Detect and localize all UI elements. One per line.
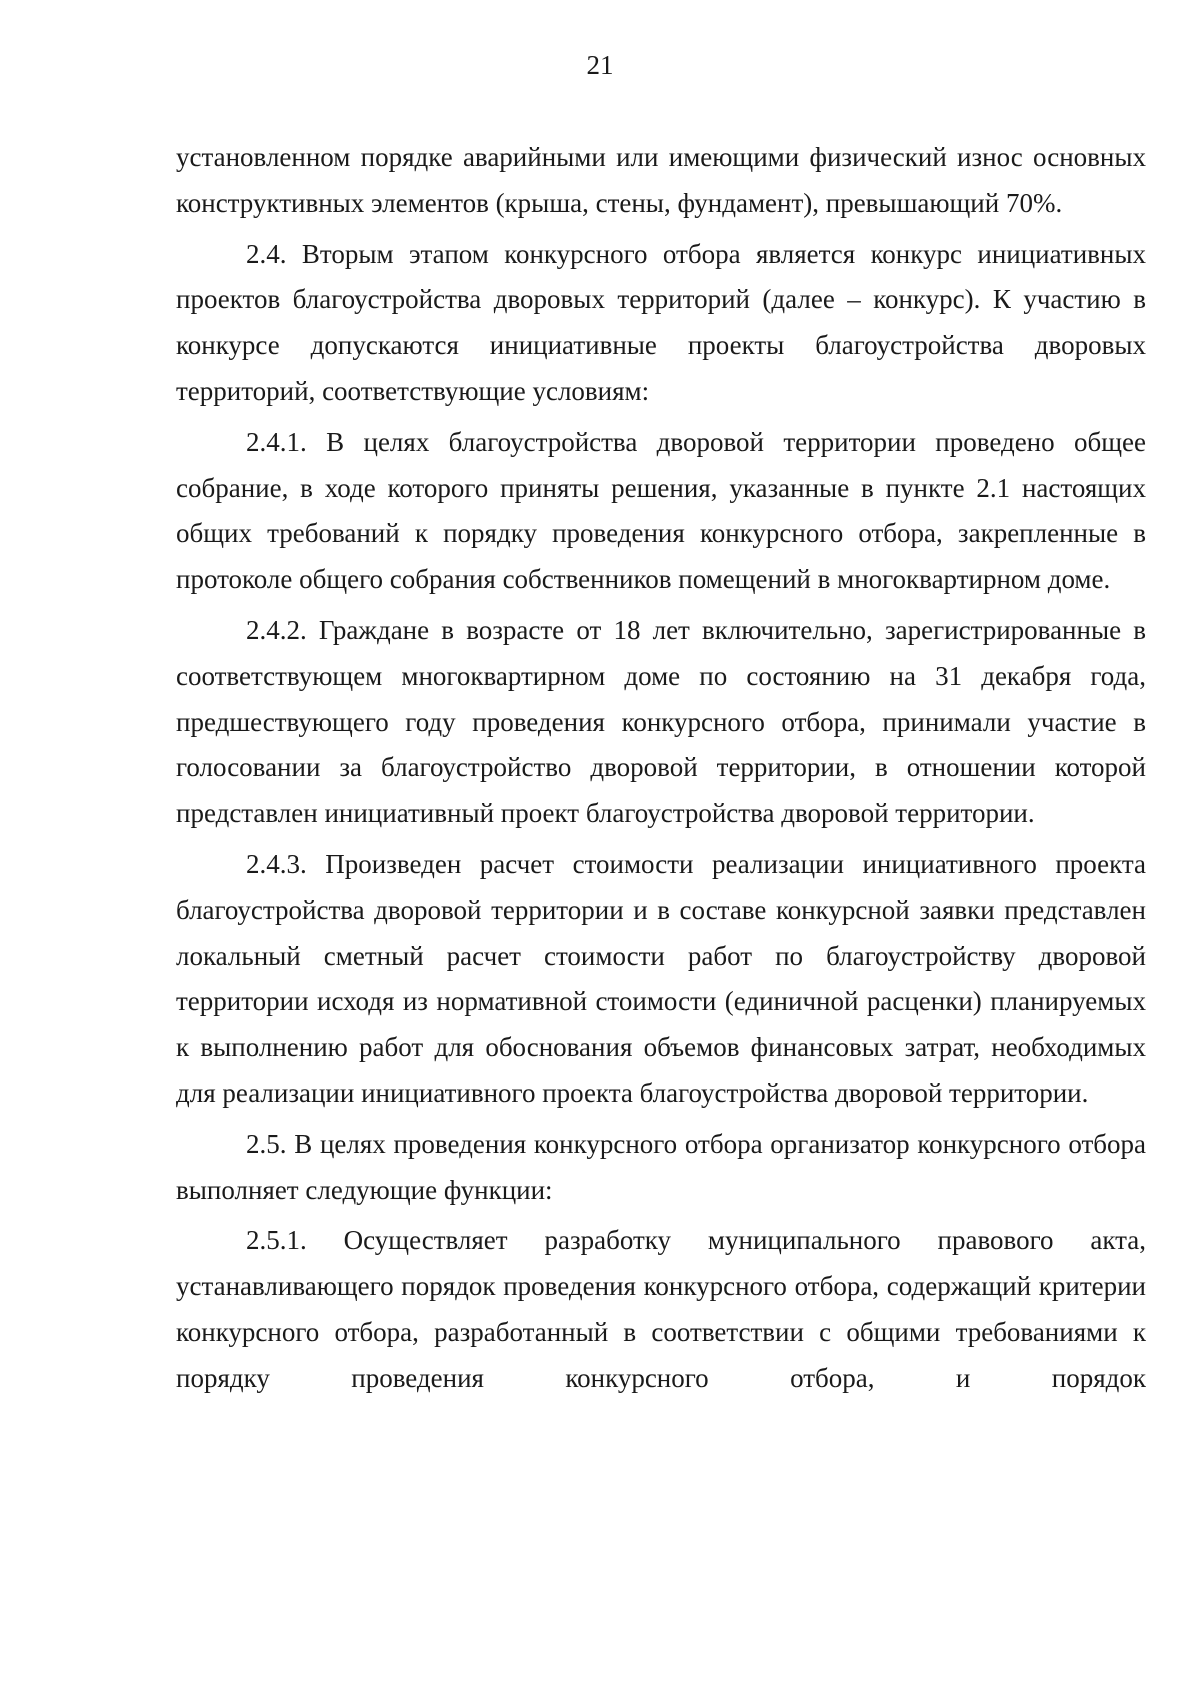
paragraph-continuation: установленном порядке аварийными или имеющими физический износ основных конструктивных элементов (крыша, стены, фундамент), превышающий 70%. [176, 142, 1146, 218]
paragraph-2-4-3: 2.4.3. Произведен расчет стоимости реализации инициативного проекта благоустройства дворовой территории и в составе конкурсной заявки представлен локальный сметный расчет стоимости работ по благоустройству дворовой территории исходя из нормативной стоимости (единичной расценки) планируемых к выполнению работ для обоснования объемов финансовых затрат, необходимых для реализации инициативного проекта благоустройства дворовой территории. [176, 848, 1146, 1108]
paragraph-2-4: 2.4. Вторым этапом конкурсного отбора является конкурс инициативных проектов благоустройства дворовых территорий (далее – конкурс). К участию в конкурсе допускаются инициативные проекты благоустройства дворовых территорий, соответствующие условиям: [176, 238, 1146, 406]
paragraph-2-5: 2.5. В целях проведения конкурсного отбора организатор конкурсного отбора выполняет следующие функции: [176, 1128, 1146, 1205]
paragraph-2-4-2: 2.4.2. Граждане в возрасте от 18 лет включительно, зарегистрированные в соответствующем многоквартирном доме по состоянию на 31 декабря года, предшествующего году проведения конкурсного отбора, принимали участие в голосовании за благоустройство дворовой территории, в отношении которой представлен инициативный проект благоустройства дворовой территории. [176, 614, 1146, 829]
paragraph-2-4-1: 2.4.1. В целях благоустройства дворовой территории проведено общее собрание, в ходе которого приняты решения, указанные в пункте 2.1 настоящих общих требований к порядку проведения конкурсного отбора, закрепленные в протоколе общего собрания собственников помещений в многоквартирном доме. [176, 426, 1146, 595]
paragraph-2-5-1: 2.5.1. Осуществляет разработку муниципального правового акта, устанавливающего порядок проведения конкурсного отбора, содержащий критерии конкурсного отбора, разработанный в соответствии с общими требованиями к порядку проведения конкурсного отбора, и порядок [176, 1225, 1146, 1393]
page-number: 21 [586, 50, 614, 80]
document-body [176, 135, 1146, 1407]
